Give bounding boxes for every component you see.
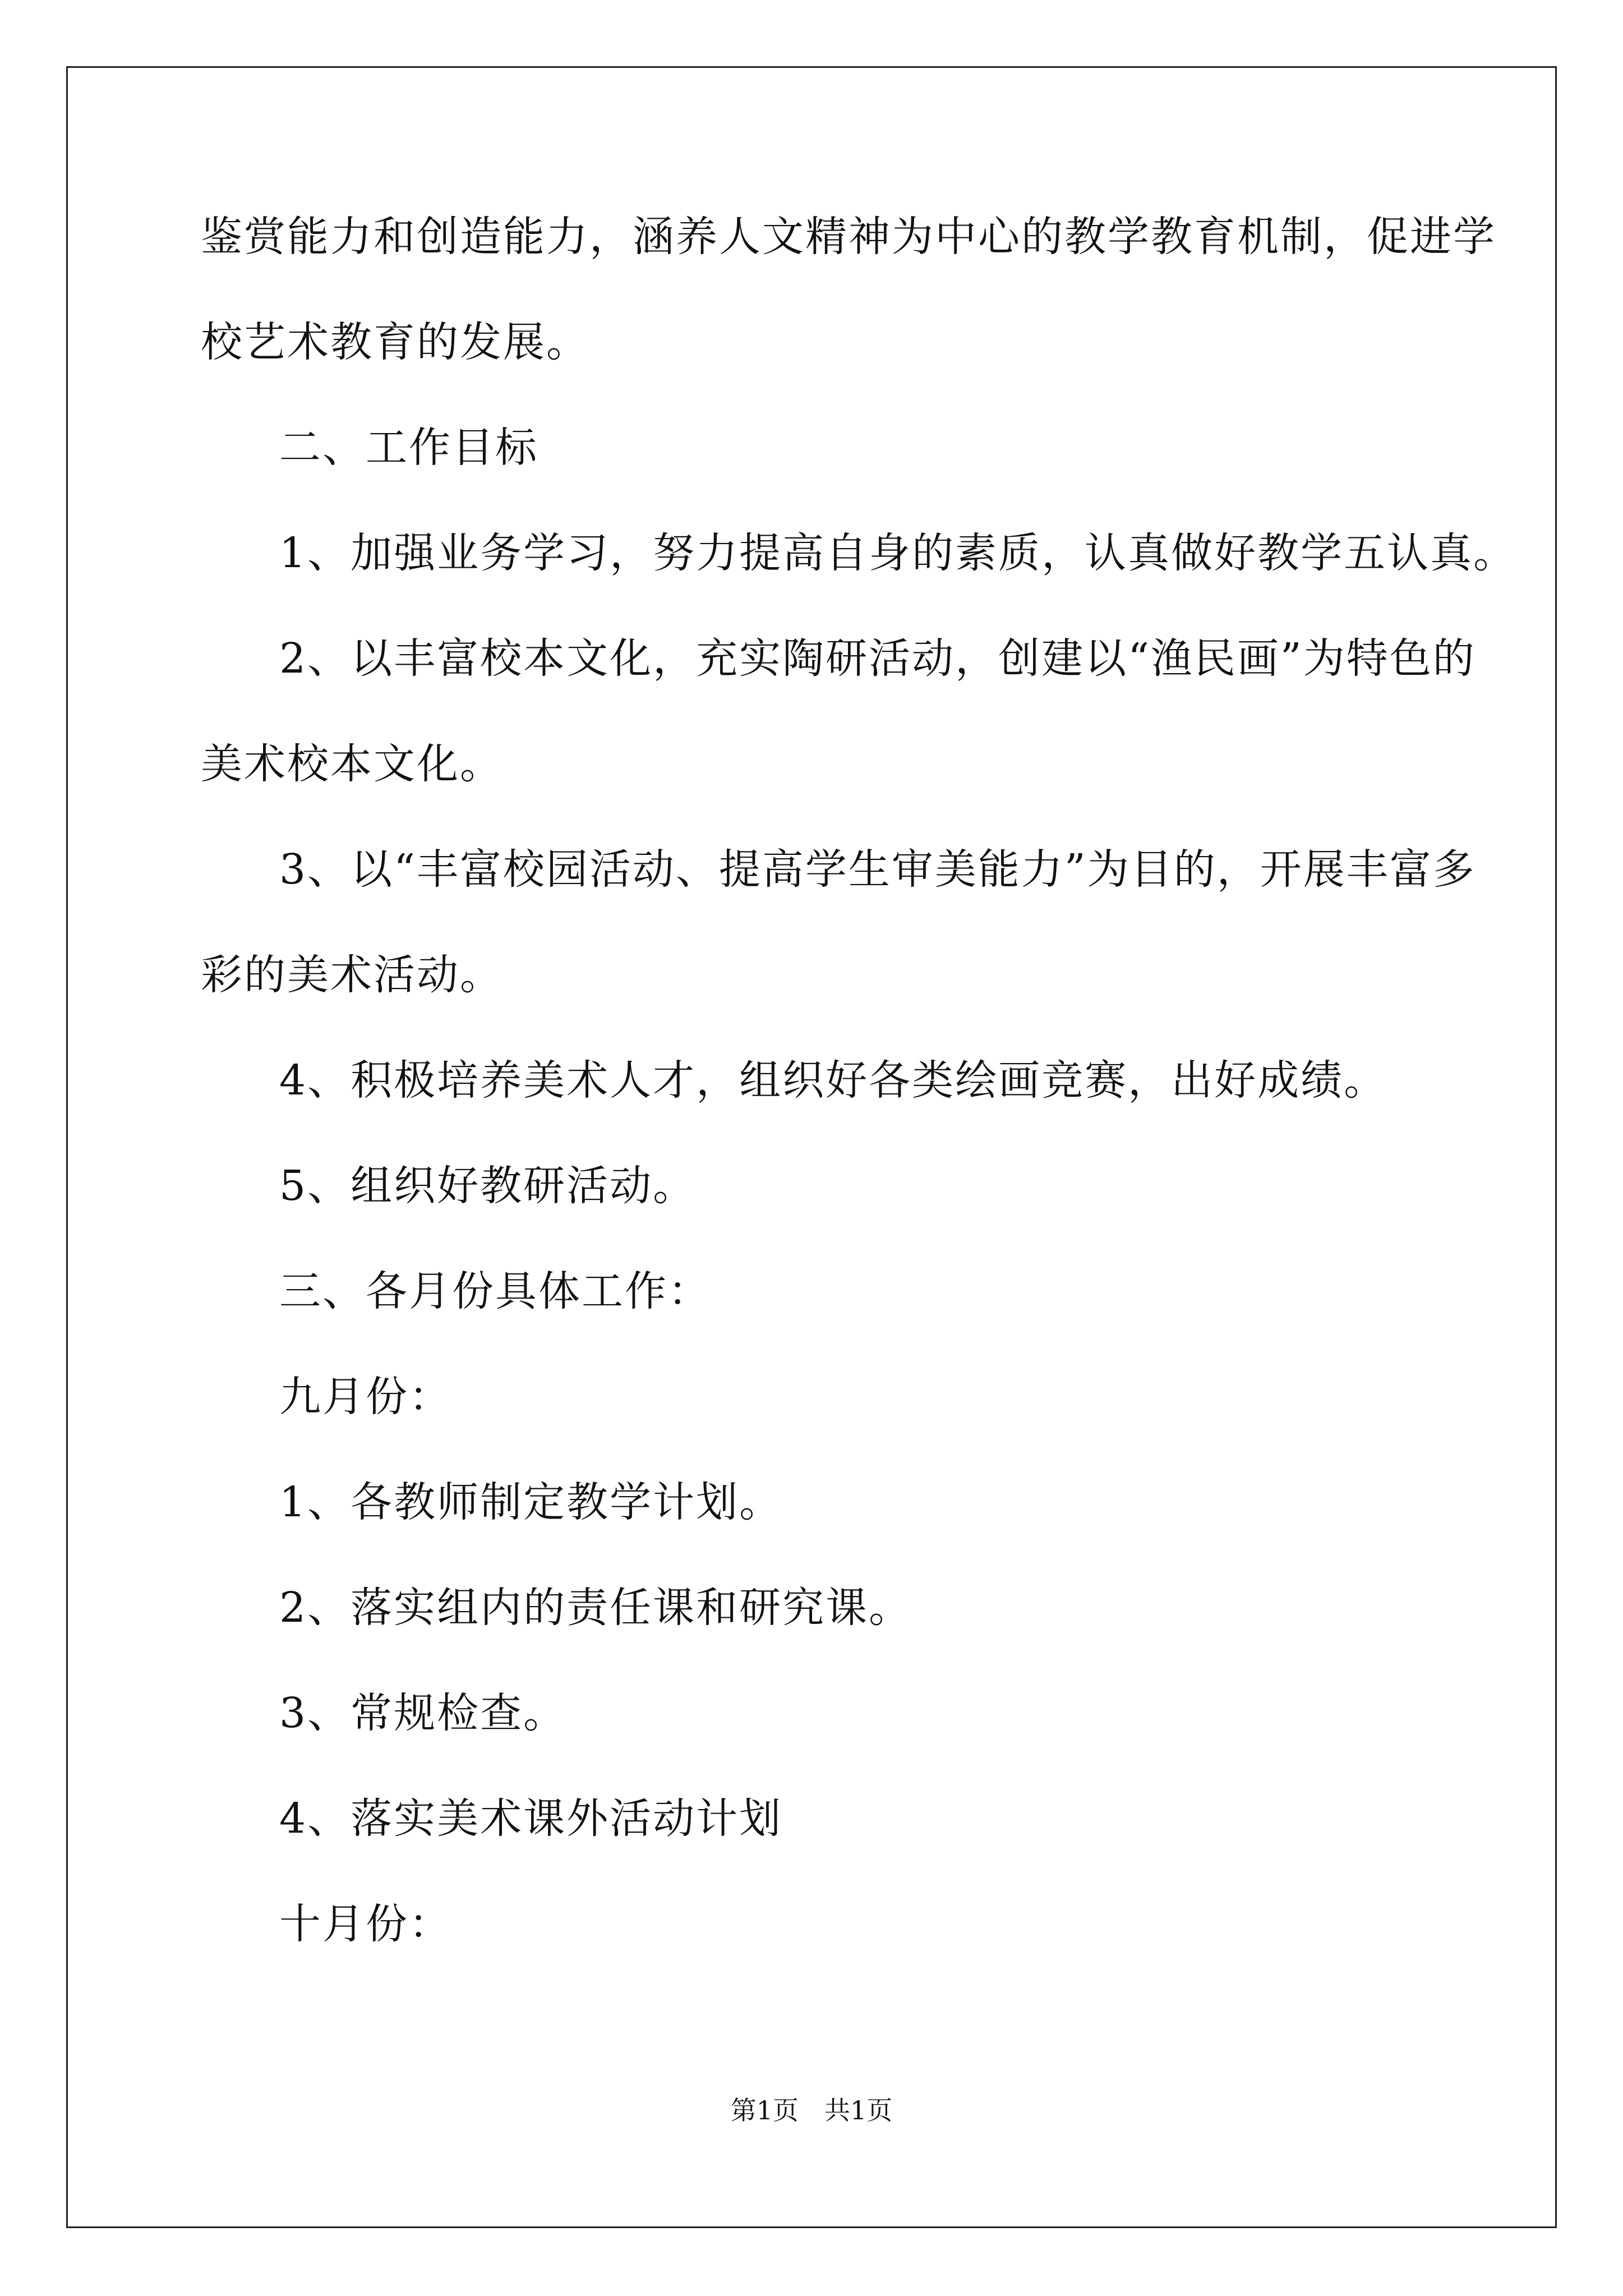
month-heading: 十月份： xyxy=(279,1900,452,1948)
list-item: 5、组织好教研活动。 xyxy=(279,1162,697,1210)
list-item: 4、积极培养美术人才，组织好各类绘画竞赛，出好成绩。 xyxy=(279,1056,1387,1105)
list-item: 3、常规检查。 xyxy=(279,1689,567,1737)
list-item: 3、以“丰富校园活动、提高学生审美能力”为目的，开展丰富多 xyxy=(279,845,1476,894)
month-heading: 九月份： xyxy=(279,1373,452,1421)
page-number-footer: 第1页 共1页 xyxy=(730,2095,893,2125)
list-item: 2、落实组内的责任课和研究课。 xyxy=(279,1584,912,1632)
paragraph-line: 美术校本文化。 xyxy=(201,740,503,788)
list-item: 2、以丰富校本文化，充实陶研活动，创建以“渔民画”为特色的 xyxy=(279,634,1476,683)
section-heading: 二、工作目标 xyxy=(279,424,538,472)
list-item: 1、加强业务学习，努力提高自身的素质，认真做好教学五认真。 xyxy=(279,529,1517,577)
section-heading: 三、各月份具体工作： xyxy=(279,1267,711,1315)
list-item: 1、各教师制定教学计划。 xyxy=(279,1478,783,1526)
paragraph-line: 彩的美术活动。 xyxy=(201,951,503,999)
list-item: 4、落实美术课外活动计划 xyxy=(279,1795,783,1843)
paragraph-line: 校艺术教育的发展。 xyxy=(201,318,589,366)
paragraph-line: 鉴赏能力和创造能力，涵养人文精神为中心的教学教育机制，促进学 xyxy=(201,213,1496,261)
